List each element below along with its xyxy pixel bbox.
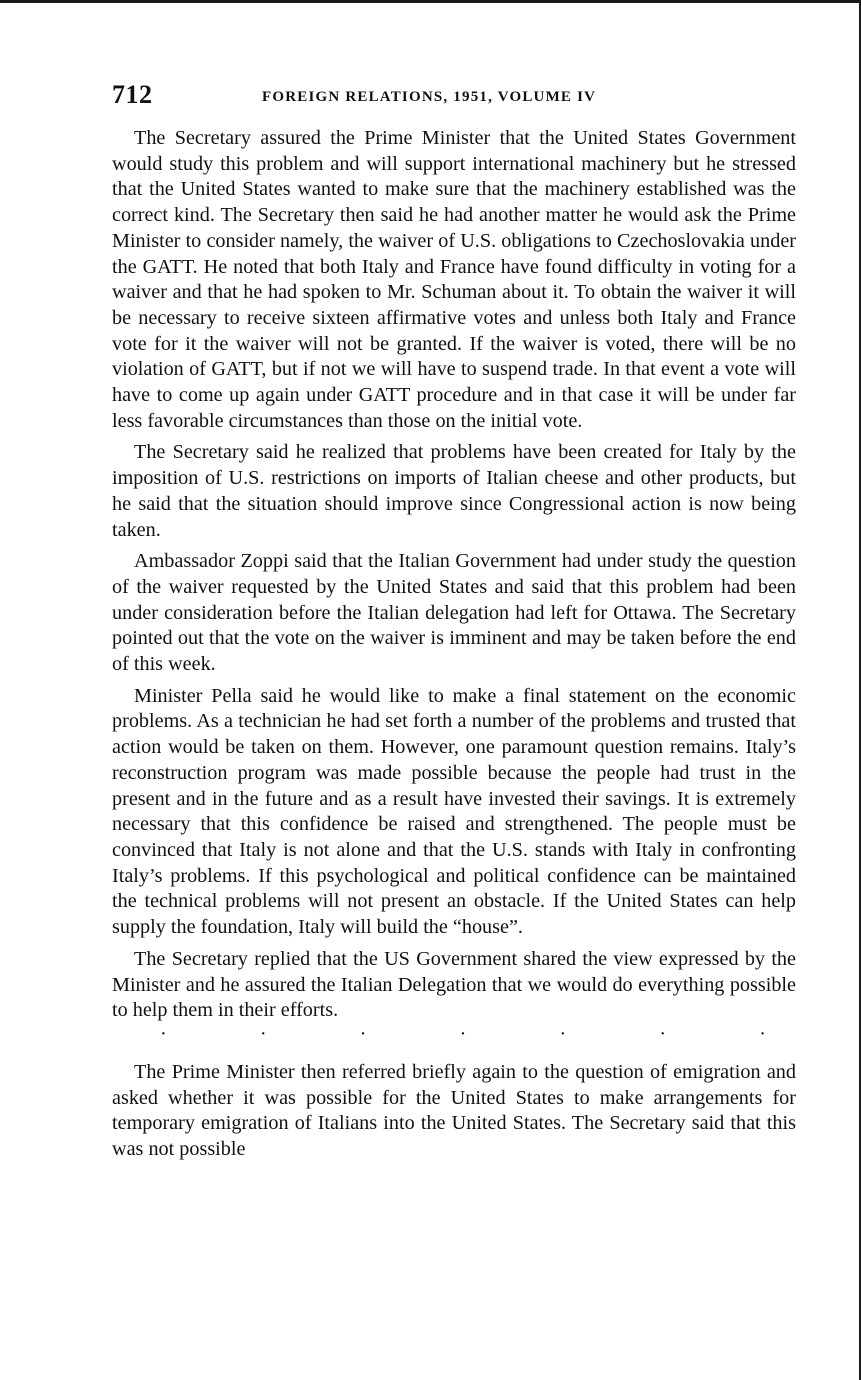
paragraph-pella-statement: Minister Pella said he would like to make a final statement on the economic problems. As a technician he had set forth a number of the problems and trusted that action would be taken on them. However, one paramount question remains. Italy’s reconstruction program was made possible because the people had trust in the present and in the future and as a result have invested their savings. It is extremely necessary that this confidence be raised and strengthened. The people must be convinced that Italy is not alone and that the U.S. stands with Italy in confronting Italy’s problems. If this psychological and political confidence can be maintained the technical problems will not present an obstacle. If the United States can help supply the foundation, Italy will build the “house”. <box>112 684 796 939</box>
page-number: 712 <box>112 80 153 109</box>
ellipsis-dot: · <box>459 1022 467 1045</box>
paragraph-secretary-reply: The Secretary replied that the US Government shared the view expressed by the Minister and he assured the Italian Delegation that we would do everything possible to help them in their efforts. <box>112 947 796 1022</box>
ellipsis-dot: · <box>759 1022 766 1045</box>
ellipsis-dot: · <box>160 1022 167 1045</box>
ellipsis-dot: · <box>559 1022 567 1045</box>
body-text <box>112 126 796 1169</box>
ellipsis-dot: · <box>359 1022 367 1045</box>
paragraph-import-restrictions: The Secretary said he realized that problems have been created for Italy by the imposition of U.S. restrictions on imports of Italian cheese and other products, but he said that the situation should improve since Congressional action is now being taken. <box>112 441 796 541</box>
page-header <box>112 80 796 116</box>
paragraph-zoppi-waiver: Ambassador Zoppi said that the Italian Government had under study the question of the waiver requested by the United States and said that this problem had been under consideration before the Italian delegation had left for Ottawa. The Secretary pointed out that the vote on the waiver is imminent and may be taken before the end of this week. <box>112 550 796 676</box>
ellipsis-dot: · <box>659 1022 667 1045</box>
page-top-edge <box>0 0 861 3</box>
running-head: FOREIGN RELATIONS, 1951, VOLUME IV <box>262 89 597 105</box>
omission-ellipsis <box>112 1022 796 1048</box>
paragraph-emigration: The Prime Minister then referred briefly again to the question of emigration and asked whether it was possible for the United States to make arrangements for temporary emigration of Italians into the United States. The Secretary said that this was not possible <box>112 1060 796 1161</box>
ellipsis-dot: · <box>259 1022 267 1045</box>
paragraph-secretary-assurance: The Secretary assured the Prime Minister that the United States Government would study this problem and will support international machinery but he stressed that the United States wanted to make sure that the machinery established was the correct kind. The Secretary then said he had another matter he would ask the Prime Minister to consider namely, the waiver of U.S. obligations to Czechoslovakia under the GATT. He noted that both Italy and France have found difficulty in voting for a waiver and that he had spoken to Mr. Schuman about it. To obtain the waiver it will be necessary to receive sixteen affirmative votes and unless both Italy and France vote for it the waiver will not be granted. If the waiver is voted, there will be no violation of GATT, but if not we will have to suspend trade. In that event a vote will have to come up again under GATT procedure and in that case it will be under far less favorable circumstances than those on the initial vote. <box>112 127 796 432</box>
